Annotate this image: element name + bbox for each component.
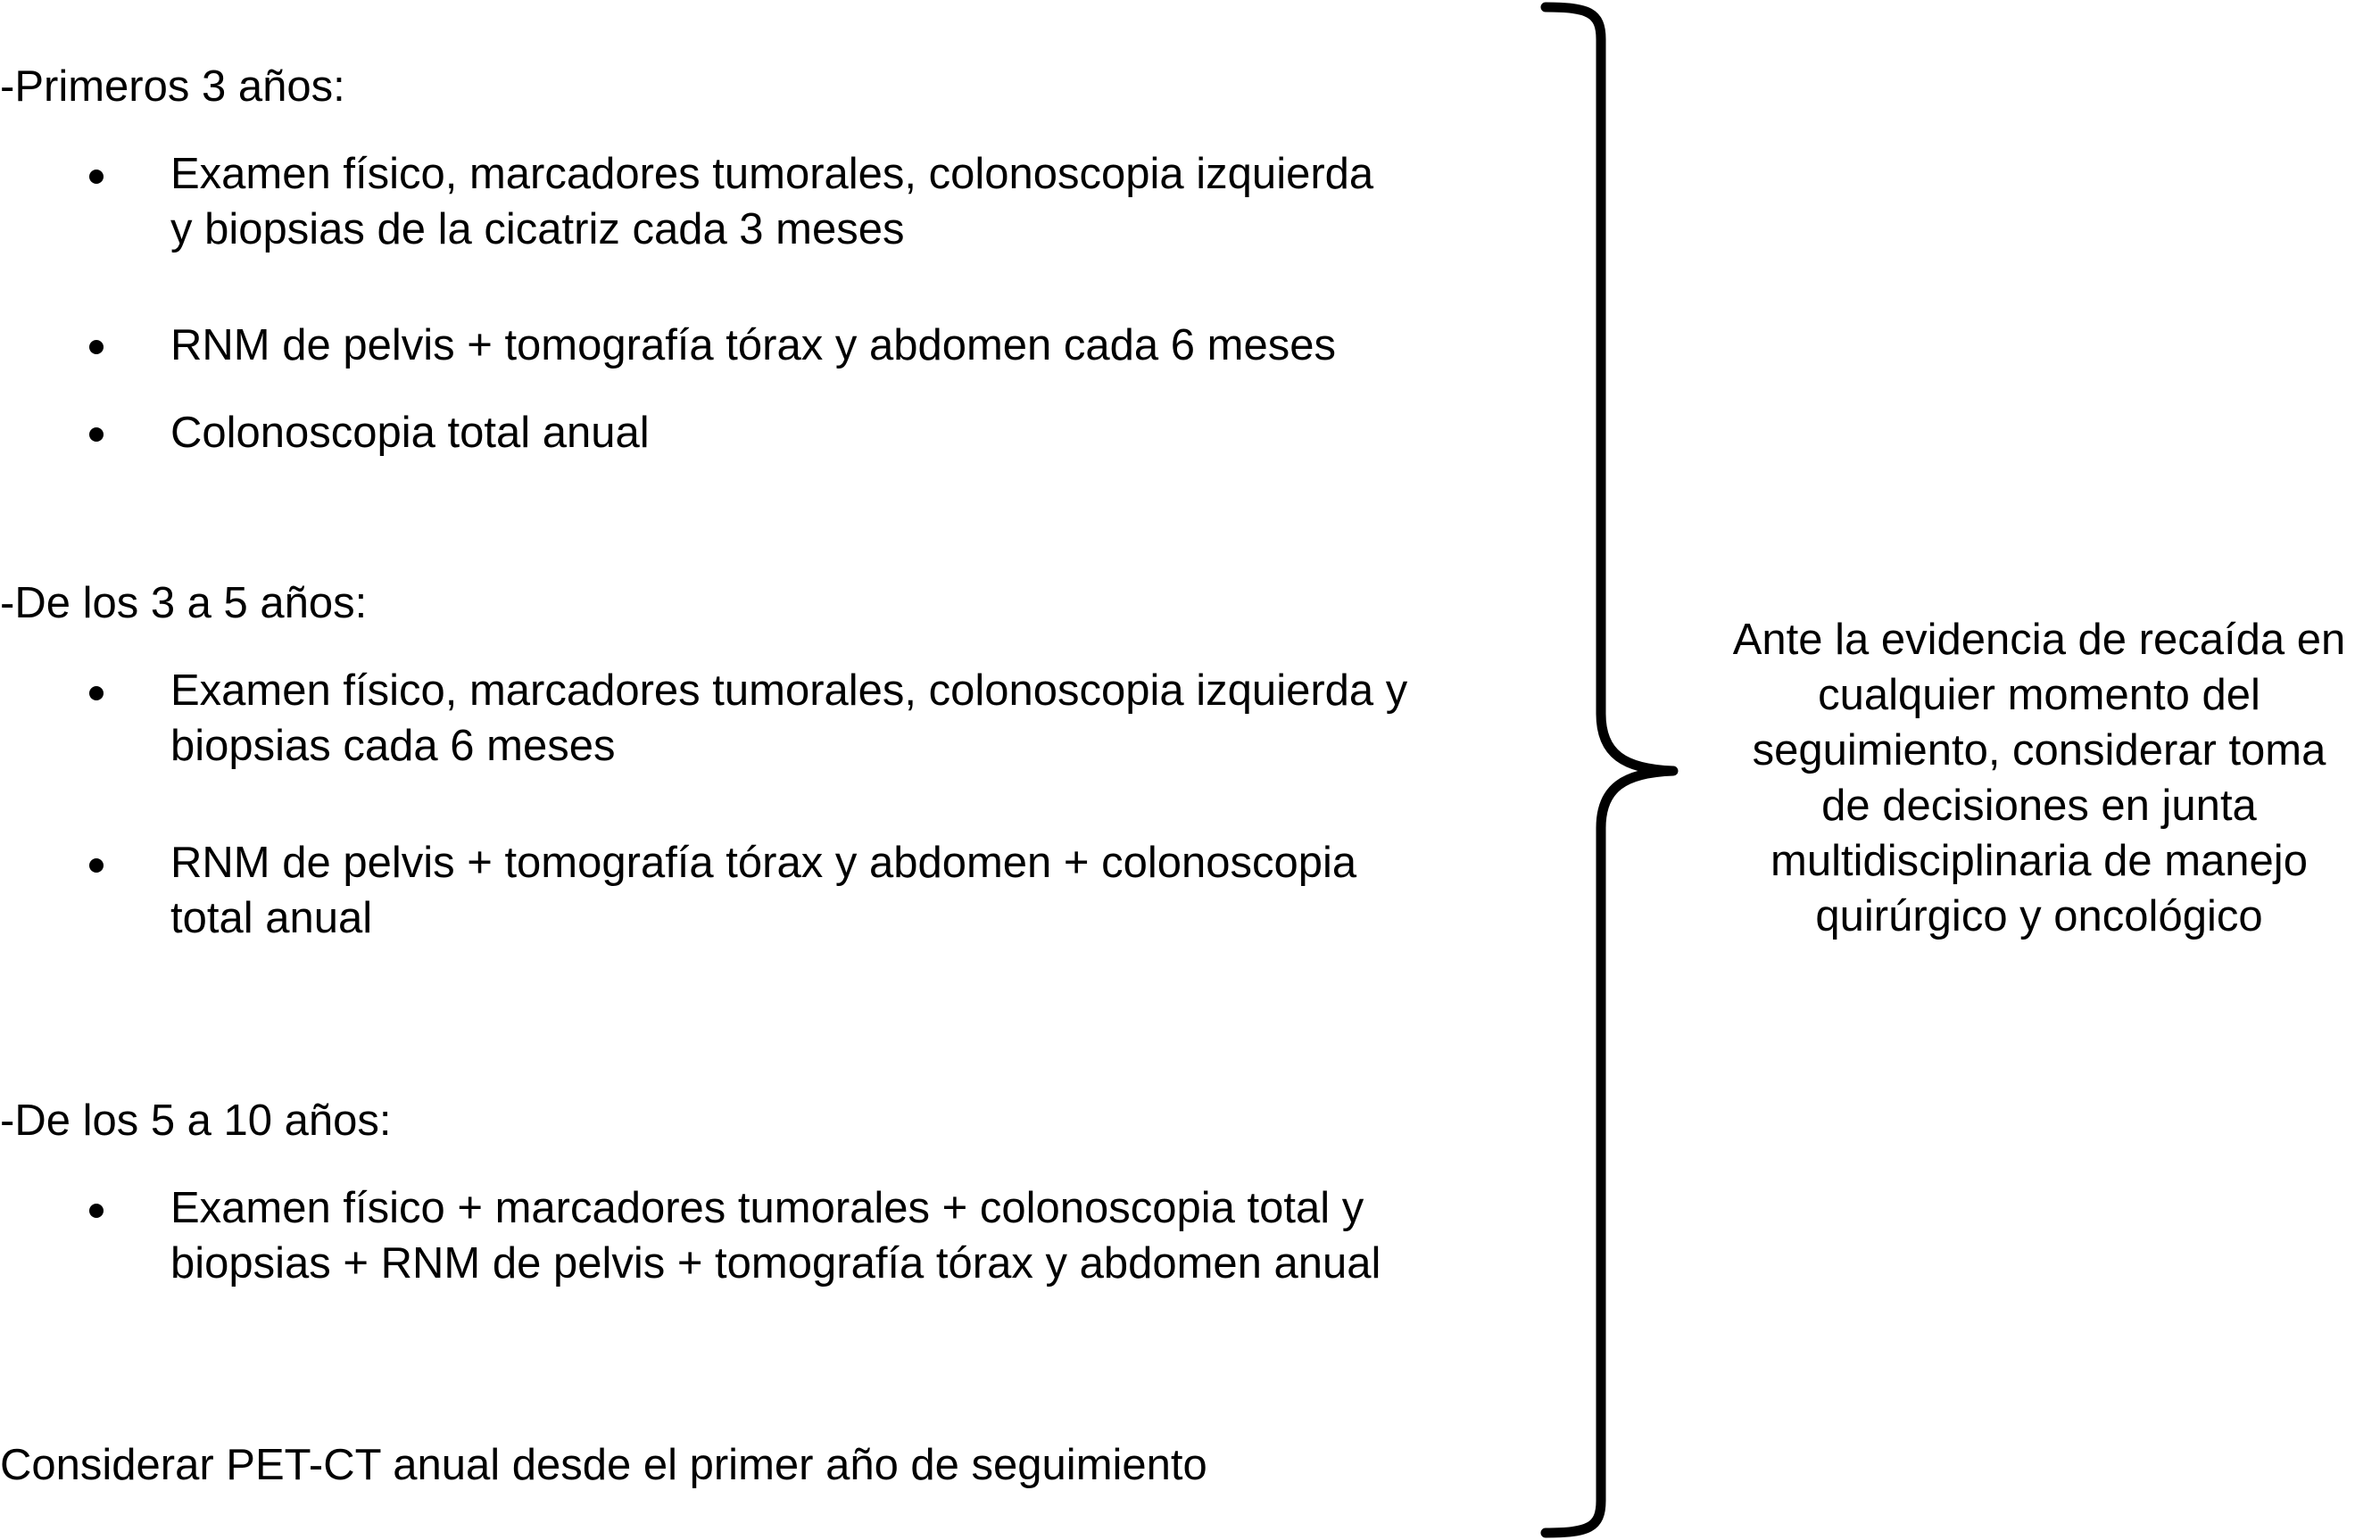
list-item-line: total anual	[170, 894, 373, 942]
list-item-line: y biopsias de la cicatriz cada 3 meses	[170, 205, 905, 253]
bullet-icon	[89, 340, 104, 354]
list-item-line: Examen físico, marcadores tumorales, colonoscopia izquierda y	[170, 667, 1408, 715]
bullet-icon	[89, 1204, 104, 1218]
curly-brace-icon	[1526, 0, 1696, 1540]
section-heading-5-to-10-years: -De los 5 a 10 años:	[0, 1097, 392, 1145]
bullet-icon	[89, 170, 104, 184]
relapse-note-line: seguimiento, considerar toma	[1752, 726, 2326, 774]
bullet-icon	[89, 686, 104, 700]
list-item-line: RNM de pelvis + tomografía tórax y abdomen cada 6 meses	[170, 321, 1336, 369]
relapse-note-line: Ante la evidencia de recaída en	[1732, 616, 2346, 664]
list-item-line: Examen físico, marcadores tumorales, colonoscopia izquierda	[170, 150, 1374, 198]
relapse-note-line: cualquier momento del	[1818, 671, 2260, 719]
relapse-note-line: quirúrgico y oncológico	[1815, 892, 2263, 940]
list-item-line: Examen físico + marcadores tumorales + colonoscopia total y	[170, 1184, 1364, 1232]
section-heading-3-to-5-years: -De los 3 a 5 años:	[0, 579, 368, 627]
relapse-note-line: multidisciplinaria de manejo	[1770, 837, 2308, 885]
list-item-line: Colonoscopia total anual	[170, 409, 650, 457]
section-heading-first-3-years: -Primeros 3 años:	[0, 62, 345, 111]
list-item-line: biopsias + RNM de pelvis + tomografía tórax y abdomen anual	[170, 1239, 1381, 1287]
bullet-icon	[89, 427, 104, 442]
relapse-note-line: de decisiones en junta	[1821, 782, 2257, 830]
relapse-note	[1704, 612, 2374, 944]
bullet-icon	[89, 858, 104, 873]
footer-note: Considerar PET-CT anual desde el primer año de seguimiento	[0, 1441, 1207, 1489]
list-item-line: RNM de pelvis + tomografía tórax y abdomen + colonoscopia	[170, 839, 1357, 887]
list-item-line: biopsias cada 6 meses	[170, 722, 616, 770]
